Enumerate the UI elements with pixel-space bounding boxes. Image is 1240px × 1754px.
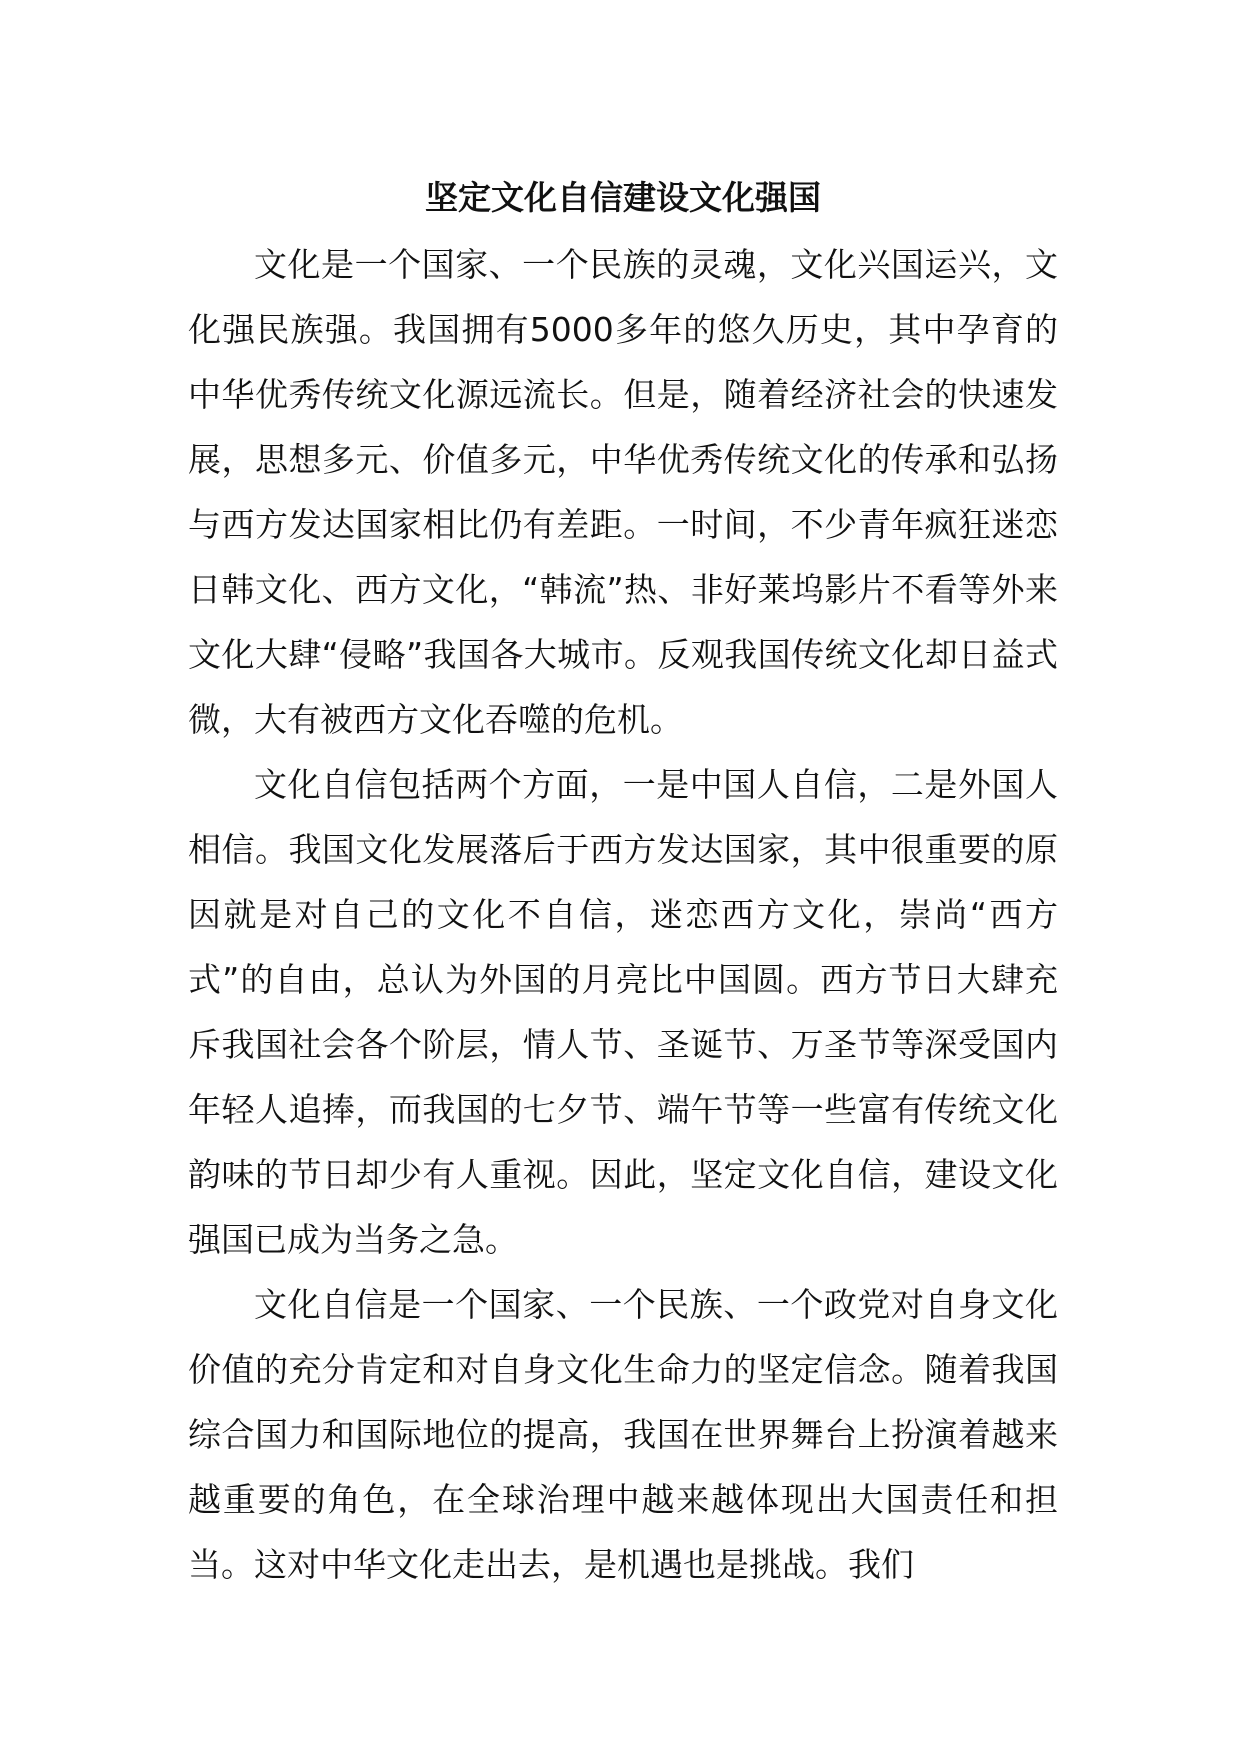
document-title: 坚定文化自信建设文化强国 — [425, 178, 821, 217]
document-page — [188, 170, 1058, 1597]
paragraph-2: 文化自信包括两个方面，一是中国人自信，二是外国人相信。我国文化发展落后于西方发达国家，其中很重要的原因就是对自己的文化不自信，迷恋西方文化，崇尚“西方式”的自由，总认为外国的月亮比中国圆。西方节日大肆充斥我国社会各个阶层，情人节、圣诞节、万圣节等深受国内年轻人追捧，而我国的七夕节、端午节等一些富有传统文化韵味的节日却少有人重视。因此，坚定文化自信，建设文化强国已成为当务之急。 — [188, 765, 1058, 1259]
paragraph-3: 文化自信是一个国家、一个民族、一个政党对自身文化价值的充分肯定和对自身文化生命力的坚定信念。随着我国综合国力和国际地位的提高，我国在世界舞台上扮演着越来越重要的角色，在全球治理中越来越体现出大国责任和担当。这对中华文化走出去，是机遇也是挑战。我们 — [188, 1285, 1058, 1584]
paragraph-1: 文化是一个国家、一个民族的灵魂，文化兴国运兴，文化强民族强。我国拥有5000多年的悠久历史，其中孕育的中华优秀传统文化源远流长。但是，随着经济社会的快速发展，思想多元、价值多元，中华优秀传统文化的传承和弘扬与西方发达国家相比仍有差距。一时间，不少青年疯狂迷恋日韩文化、西方文化，“韩流”热、非好莱坞影片不看等外来文化大肆“侵略”我国各大城市。反观我国传统文化却日益式微，大有被西方文化吞噬的危机。 — [188, 245, 1058, 739]
